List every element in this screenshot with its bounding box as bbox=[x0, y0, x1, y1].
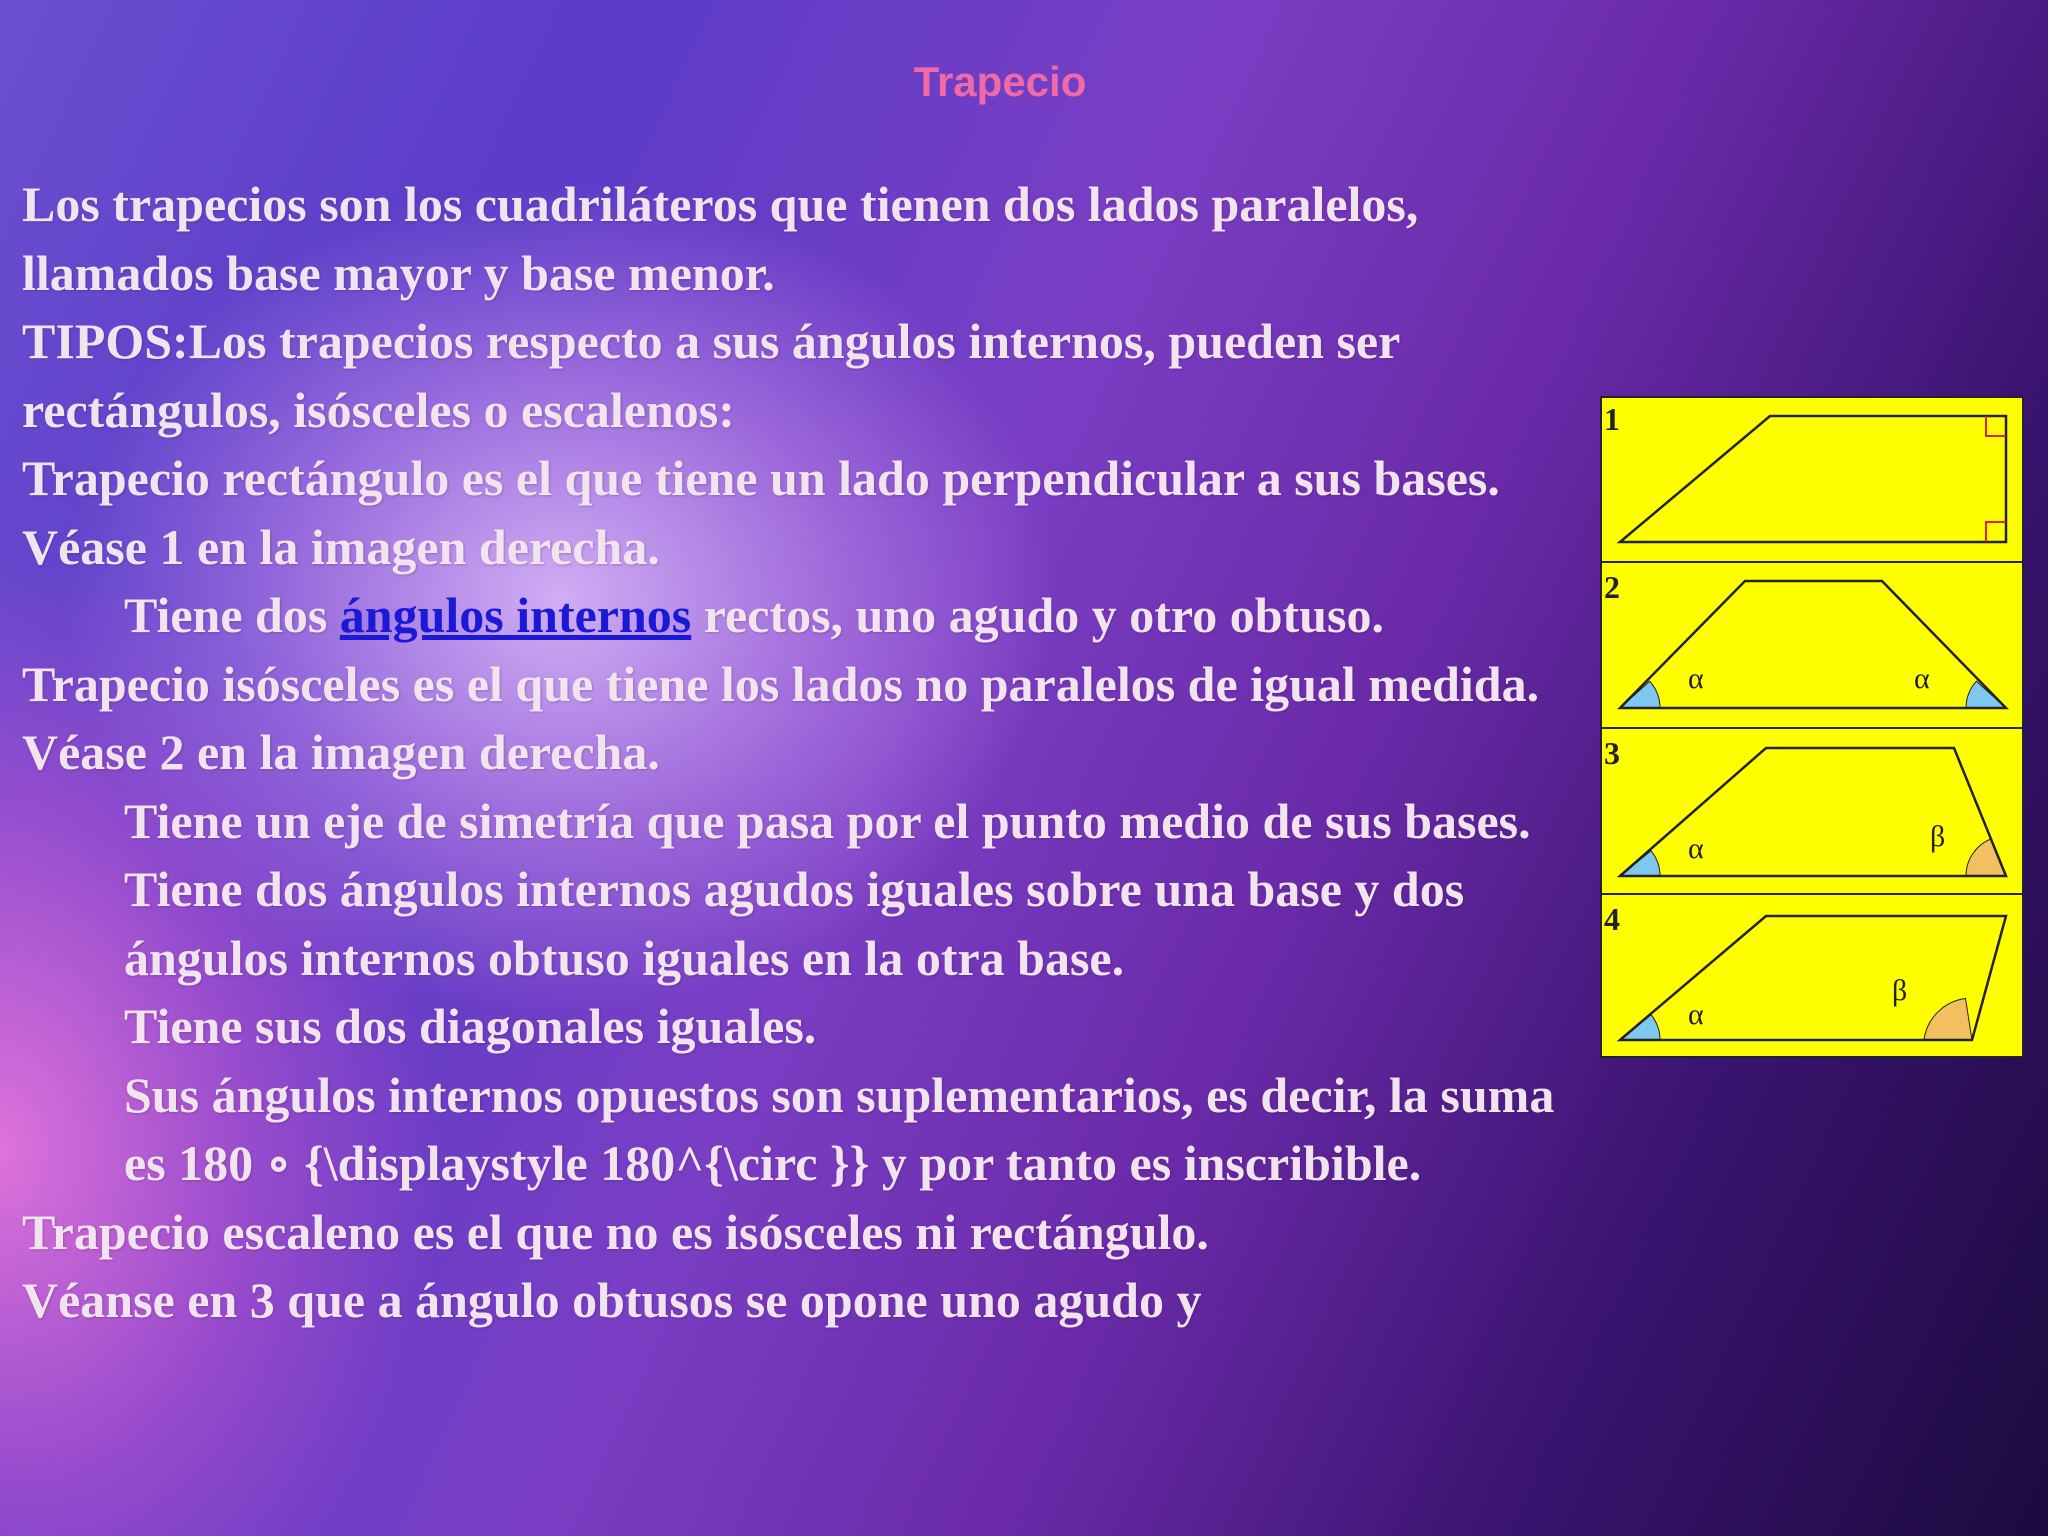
isosceles-symmetry: Tiene un eje de simetría que pasa por el punto medio de sus bases. bbox=[124, 792, 1531, 849]
right-trapezoid-paragraph: Trapecio rectángulo es el que tiene un lado perpendicular a sus bases. Véase 1 en la imagen derecha. bbox=[22, 450, 1500, 575]
angles-text-post: rectos, uno agudo y otro obtuso. bbox=[691, 587, 1384, 643]
body-text bbox=[22, 170, 1582, 1335]
scalene-trapezoid-shape bbox=[1620, 748, 2006, 876]
internal-angles-link[interactable]: ángulos internos bbox=[339, 587, 692, 643]
scalene-paragraph: Trapecio escaleno es el que no es isósceles ni rectángulo. bbox=[22, 1203, 1209, 1260]
obtuse-angle-arc-icon bbox=[1924, 999, 1972, 1041]
beta-label: β bbox=[1892, 974, 1908, 1007]
panel-2-number: 2 bbox=[1604, 569, 1620, 605]
isosceles-paragraph: Trapecio isósceles es el que tiene los lados no paralelos de igual medida. Véase 2 en la imagen derecha. bbox=[22, 655, 1540, 780]
acute-angle-arc-icon bbox=[1966, 681, 2006, 708]
alpha-label: α bbox=[1914, 662, 1930, 695]
definition-paragraph: Los trapecios son los cuadriláteros que tienen dos lados paralelos, llamados base mayor y base menor. bbox=[22, 176, 1419, 301]
acute-angle-arc-icon bbox=[1620, 681, 1660, 708]
isosceles-supplementary: Sus ángulos internos opuestos son suplementarios, es decir, la suma es 180 ∘ {\displaystyle 180^{\circ }} y por tanto es inscribible. bbox=[124, 1066, 1555, 1191]
trapezoid-diagram bbox=[1602, 398, 2022, 1056]
isosceles-angles: Tiene dos ángulos internos agudos iguales sobre una base y dos ángulos internos obtuso iguales en la otra base. bbox=[124, 861, 1465, 986]
right-trapezoid-angles bbox=[22, 581, 1582, 650]
scalene-note: Véanse en 3 que a ángulo obtusos se opone uno agudo y bbox=[22, 1272, 1202, 1328]
right-trapezoid-shape bbox=[1620, 416, 2006, 542]
obtuse-angle-arc-icon bbox=[1966, 839, 2006, 876]
alpha-label: α bbox=[1688, 998, 1704, 1031]
alpha-label: α bbox=[1688, 662, 1704, 695]
angles-text-pre: Tiene dos bbox=[124, 587, 340, 643]
right-angle-mark-icon bbox=[1986, 416, 2006, 436]
panel-1-number: 1 bbox=[1604, 401, 1620, 437]
panel-3-number: 3 bbox=[1604, 735, 1620, 771]
beta-label: β bbox=[1930, 820, 1946, 853]
isosceles-diagonals: Tiene sus dos diagonales iguales. bbox=[124, 998, 817, 1054]
alpha-label: α bbox=[1688, 832, 1704, 865]
right-angle-mark-icon bbox=[1986, 522, 2006, 542]
isosceles-trapezoid-shape bbox=[1620, 581, 2006, 708]
trapezoid-types-figure bbox=[1600, 396, 2024, 1058]
slide-title: Trapecio bbox=[913, 58, 1087, 105]
panel-4-number: 4 bbox=[1604, 901, 1620, 937]
types-paragraph: TIPOS:Los trapecios respecto a sus ángulos internos, pueden ser rectángulos, isósceles o escalenos: bbox=[22, 313, 1400, 438]
